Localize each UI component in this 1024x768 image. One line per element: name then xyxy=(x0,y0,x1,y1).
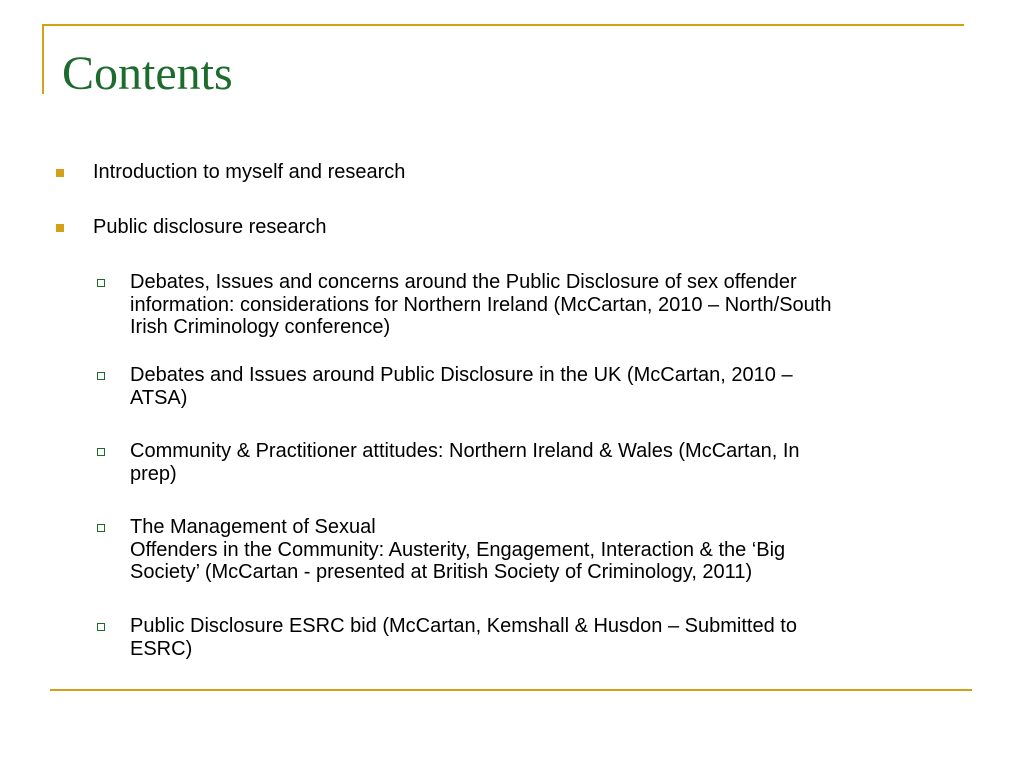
sub-bullet-line: Debates and Issues around Public Disclosure in the UK (McCartan, 2010 – xyxy=(130,364,793,386)
slide-title: Contents xyxy=(62,47,233,100)
hollow-square-bullet-icon xyxy=(97,372,105,380)
frame-top-rule xyxy=(42,24,964,26)
hollow-square-bullet-icon xyxy=(97,279,105,287)
sub-bullet-line: ESRC) xyxy=(130,637,193,660)
sub-bullet-text xyxy=(130,271,950,339)
hollow-square-bullet-icon xyxy=(97,623,105,631)
sub-bullet-text xyxy=(130,516,950,584)
bullet-line: Public disclosure research xyxy=(93,216,327,238)
sub-bullet-line: Public Disclosure ESRC bid (McCartan, Kemshall & Husdon – Submitted to xyxy=(130,615,797,637)
sub-bullet-line: Debates, Issues and concerns around the Public Disclosure of sex offender xyxy=(130,271,797,293)
frame-left-rule xyxy=(42,24,44,94)
square-bullet-icon xyxy=(56,224,64,232)
bullet-text xyxy=(93,161,933,184)
sub-bullet-line: Offenders in the Community: Austerity, Engagement, Interaction & the ‘Big xyxy=(130,538,786,561)
square-bullet-icon xyxy=(56,169,64,177)
sub-bullet-line: Irish Criminology conference) xyxy=(130,316,391,338)
sub-bullet-line: ATSA) xyxy=(130,386,188,409)
bullet-text xyxy=(93,216,933,239)
sub-bullet-line: The Management of Sexual xyxy=(130,516,376,538)
sub-bullet-text xyxy=(130,615,950,660)
sub-bullet-line: information: considerations for Northern Ireland (McCartan, 2010 – North/South xyxy=(130,293,832,316)
sub-bullet-line: prep) xyxy=(130,462,177,485)
bullet-line: Introduction to myself and research xyxy=(93,161,406,183)
hollow-square-bullet-icon xyxy=(97,448,105,456)
sub-bullet-text xyxy=(130,440,950,485)
sub-bullet-text xyxy=(130,364,950,409)
sub-bullet-line: Community & Practitioner attitudes: Northern Ireland & Wales (McCartan, In xyxy=(130,440,800,462)
hollow-square-bullet-icon xyxy=(97,524,105,532)
sub-bullet-line: Society’ (McCartan - presented at British Society of Criminology, 2011) xyxy=(130,561,753,583)
frame-bottom-rule xyxy=(50,689,972,691)
